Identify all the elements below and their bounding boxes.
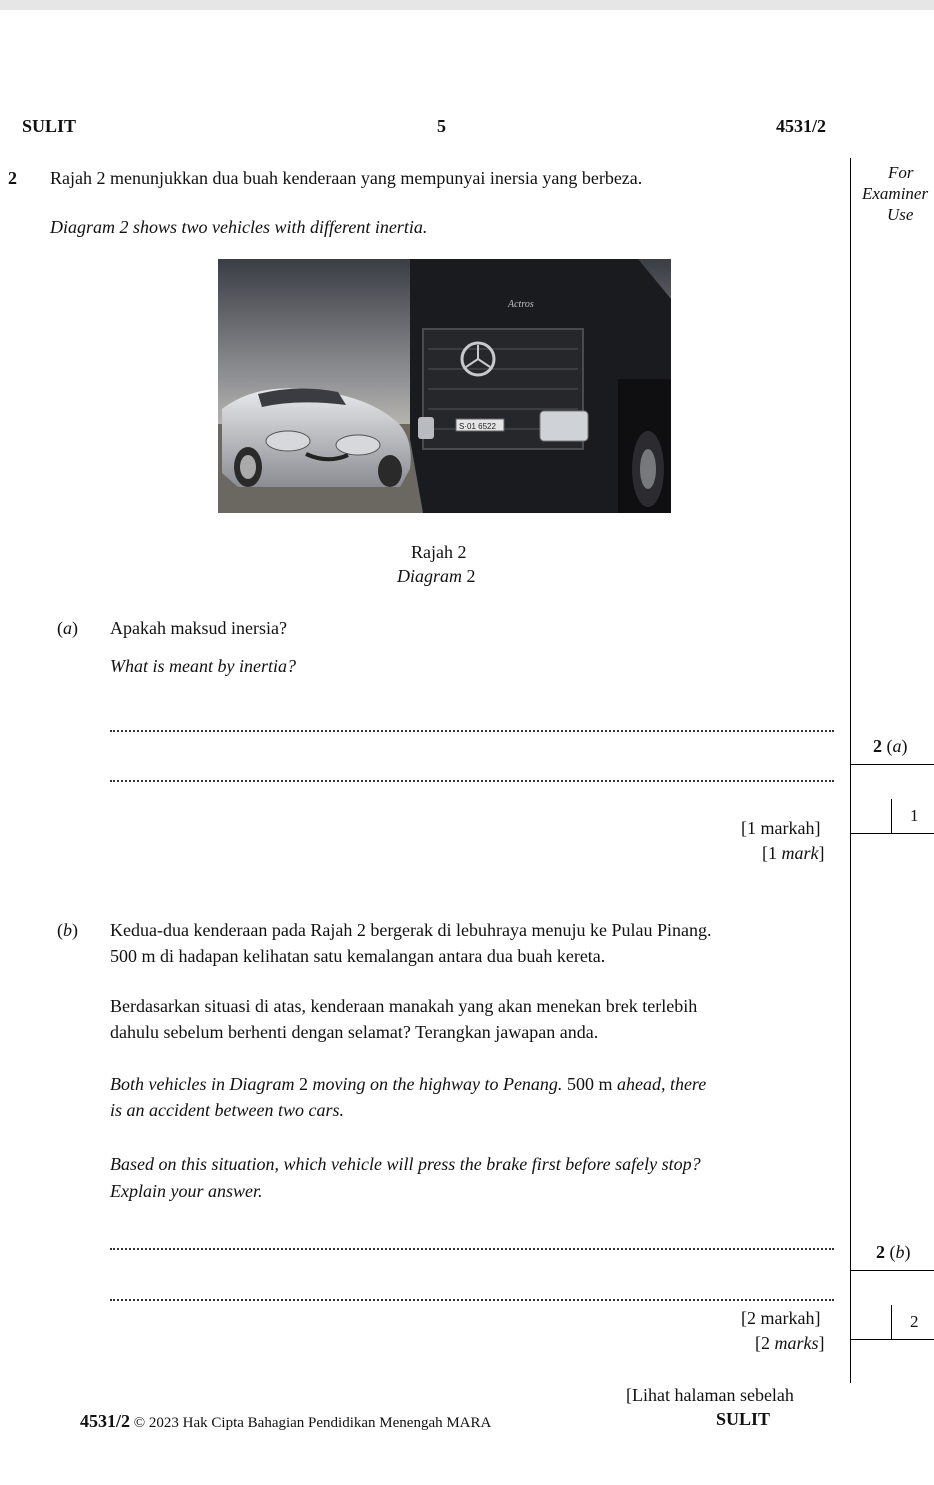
score-label-2a: 2 (a)	[873, 736, 908, 756]
header-paper-code: 4531/2	[776, 116, 827, 136]
score-box-2a-top	[850, 764, 934, 765]
score-label-2a-number: 2	[873, 736, 882, 756]
part-a-label-letter: a	[63, 618, 72, 638]
truck-brand-text: Actros	[508, 299, 534, 310]
truck-plate-text: S·01 6522	[459, 422, 496, 431]
score-label-2b-number: 2	[876, 1242, 885, 1262]
footer-paper-code: 4531/2	[80, 1411, 131, 1431]
part-b-text-3-line-1	[110, 1074, 706, 1095]
vehicles-photo	[218, 259, 671, 513]
vehicles-photo-drawing	[218, 259, 671, 513]
score-box-2a-divider	[891, 799, 892, 833]
part-b-text-2-line-1: Berdasarkan situasi di atas, kenderaan manakah yang akan menekan brek terlebih	[110, 996, 698, 1016]
footer-next-page: [Lihat halaman sebelah	[626, 1385, 794, 1405]
part-b-marks-malay: [2 markah]	[741, 1308, 821, 1328]
diagram-caption-number: 2	[462, 566, 476, 586]
score-box-2b-max: 2	[910, 1312, 919, 1331]
part-a-question-malay: Apakah maksud inersia?	[110, 618, 287, 638]
part-b-answer-line-2[interactable]	[110, 1299, 834, 1301]
part-b-text-3-a: Both vehicles in Diagram	[110, 1074, 295, 1094]
diagram-caption-english	[397, 566, 476, 587]
part-b-label: (b)	[57, 920, 78, 940]
footer-copyright: © 2023 Hak Cipta Bahagian Pendidikan Menengah MARA	[130, 1415, 492, 1431]
part-a-marks-malay: [1 markah]	[741, 818, 821, 838]
part-b-text-4-line-2: Explain your answer.	[110, 1181, 263, 1201]
part-a-answer-line-2[interactable]	[110, 780, 834, 782]
score-label-2b-letter: b	[895, 1242, 905, 1262]
part-a-marks-close: ]	[818, 843, 825, 863]
examiner-label-for: For	[888, 163, 914, 182]
part-a-marks-english	[762, 843, 825, 864]
score-box-2a-max: 1	[910, 806, 919, 825]
part-b-text-3-c: moving on the highway to Penang.	[312, 1074, 563, 1094]
part-b-text-1-line-2: 500 m di hadapan kelihatan satu kemalangan antara dua buah kereta.	[110, 946, 606, 966]
question-intro-malay: Rajah 2 menunjukkan dua buah kenderaan yang mempunyai inersia yang berbeza.	[50, 168, 643, 188]
page-top-bar	[0, 0, 934, 10]
part-a-answer-line-1[interactable]	[110, 730, 834, 732]
part-a-label-open: (	[57, 618, 63, 638]
part-b-label-letter: b	[63, 920, 72, 940]
diagram-caption-word: Diagram	[397, 566, 463, 586]
part-a-label-close: )	[72, 618, 78, 638]
part-b-marks-open: [2	[755, 1333, 775, 1353]
part-b-text-3-e: ahead, there	[616, 1074, 707, 1094]
part-b-answer-line-1[interactable]	[110, 1248, 834, 1250]
part-b-text-2-line-2: dahulu sebelum berhenti dengan selamat? Terangkan jawapan anda.	[110, 1022, 599, 1042]
examiner-column-divider	[850, 158, 851, 1383]
part-b-text-3-line-2: is an accident between two cars.	[110, 1100, 344, 1120]
header-page-number: 5	[437, 116, 446, 136]
part-b-text-3-b: 2	[294, 1074, 313, 1094]
score-box-2a-bottom	[850, 833, 934, 834]
part-a-marks-word: mark	[781, 843, 819, 863]
examiner-label-use: Use	[887, 205, 914, 224]
question-number: 2	[8, 168, 17, 188]
score-label-2b: 2 (b)	[876, 1242, 911, 1262]
part-b-text-3-d: 500 m	[562, 1074, 617, 1094]
part-a-marks-open: [1	[762, 843, 782, 863]
part-b-marks-word: marks	[774, 1333, 819, 1353]
score-label-2a-letter: a	[892, 736, 902, 756]
score-box-2b-bottom	[850, 1339, 934, 1340]
score-box-2b-divider	[891, 1305, 892, 1339]
part-b-text-4-line-1: Based on this situation, which vehicle will press the brake first before safely stop?	[110, 1154, 701, 1174]
part-a-question-english: What is meant by inertia?	[110, 656, 296, 676]
diagram-caption-malay: Rajah 2	[411, 542, 467, 562]
footer-copyright-line	[80, 1411, 491, 1432]
question-intro-english: Diagram 2 shows two vehicles with different inertia.	[50, 217, 428, 237]
part-b-marks-english	[755, 1333, 825, 1354]
score-box-2b-top	[850, 1270, 934, 1271]
part-a-label	[57, 618, 78, 639]
part-b-text-1-line-1: Kedua-dua kenderaan pada Rajah 2 bergerak di lebuhraya menuju ke Pulau Pinang.	[110, 920, 712, 940]
footer-classification: SULIT	[716, 1409, 771, 1429]
header-classification: SULIT	[22, 116, 77, 136]
part-b-marks-close: ]	[818, 1333, 825, 1353]
examiner-label-examiner: Examiner	[862, 184, 929, 203]
